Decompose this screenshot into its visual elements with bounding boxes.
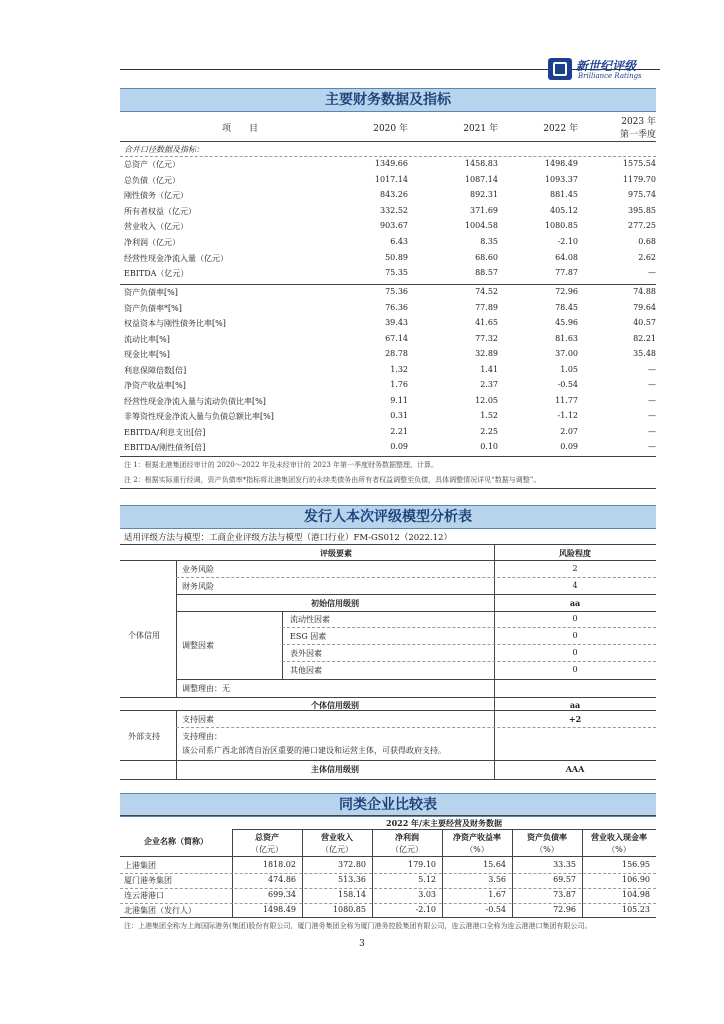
fin-row-value: 1.52 <box>480 411 498 420</box>
fin-row-value: 2.07 <box>560 426 578 436</box>
fin-row-label: 刚性债务（亿元） <box>124 191 188 201</box>
fin-row-value: 72.96 <box>555 287 578 296</box>
peer-value: 1818.02 <box>262 860 296 869</box>
peer-col-header: 营业收入现金率 <box>591 832 647 842</box>
fin-row-label: 利息保障倍数[倍] <box>124 365 187 375</box>
fin-row-value: -1.12 <box>557 411 578 420</box>
fin-row-value: 77.89 <box>475 302 498 312</box>
col-2021-header: 2021 年 <box>463 124 498 134</box>
individual-level-value: aa <box>569 700 581 710</box>
fin-row-value: 74.88 <box>633 287 656 296</box>
support-factor-value: +2 <box>568 714 582 724</box>
peer-col-unit: （亿元） <box>321 845 353 854</box>
fin-row-value: 88.57 <box>475 268 498 278</box>
fin-row-label: 经营性现金净流入量（亿元） <box>124 253 228 263</box>
fin-row-value: 35.48 <box>633 349 656 358</box>
fin-row-value: -0.54 <box>557 380 578 389</box>
peer-col-header: 总资产 <box>255 832 279 842</box>
fin-row-value: 1.41 <box>480 364 498 374</box>
model-rule-6 <box>120 710 656 711</box>
fin-note-2: 注 2：根据实际重行经调，资产负债率*指标将北港集团发行的永续类债务由所有者权益调整至负债，具体调整情况详见“数据与调整”。 <box>124 476 541 484</box>
logo-cn-text: 新世纪评级 <box>576 59 637 73</box>
adjust-factor-value: 0 <box>572 631 578 640</box>
fin-row-value: — <box>648 268 656 278</box>
issuer-level-label: 主体信用级别 <box>311 764 359 774</box>
peer-value: 33.35 <box>553 860 576 869</box>
col-item-header: 项 目 <box>221 124 258 134</box>
adjust-reason: 调整理由：无 <box>182 684 230 693</box>
peer-value: 72.96 <box>553 905 576 914</box>
peer-header-rule <box>120 856 656 857</box>
fin-row-value: 903.67 <box>380 221 408 231</box>
model-risk-divider <box>494 544 495 780</box>
fin-row-value: 75.35 <box>385 268 408 278</box>
adjust-rule <box>282 644 656 645</box>
fin-row-value: 32.89 <box>475 349 498 358</box>
peer-col-unit: （亿元） <box>391 845 423 854</box>
col-2020-header: 2020 年 <box>373 124 408 134</box>
fin-row-value: 1087.14 <box>464 174 498 184</box>
fin-notes-rule <box>120 488 656 489</box>
fin-row-label: 现金比率[%] <box>124 350 170 359</box>
peer-value: 372.80 <box>338 860 366 869</box>
fin-row-value: 332.52 <box>380 205 408 215</box>
fin-row-value: 82.21 <box>633 333 656 343</box>
peer-value: 1080.85 <box>332 905 366 914</box>
model-rule-8 <box>120 760 656 761</box>
fin-row-value: — <box>648 364 656 374</box>
fin-row-value: 405.12 <box>550 205 578 215</box>
peer-value: 1498.49 <box>262 905 296 914</box>
fin-row-value: 1458.83 <box>464 159 498 168</box>
fin-row-value: 79.64 <box>633 302 656 312</box>
model-rule-1 <box>176 577 656 578</box>
fin-row-value: 11.77 <box>555 395 578 405</box>
model-individual-divider <box>176 560 177 698</box>
fin-bottom-rule <box>120 456 656 457</box>
business-risk-label: 业务风险 <box>182 565 214 574</box>
fin-row-value: 39.43 <box>385 318 408 327</box>
fin-row-label: 总负债（亿元） <box>124 175 180 185</box>
model-factor-header: 评级要素 <box>320 548 352 558</box>
fin-row-value: 0.68 <box>638 237 656 246</box>
peer-company-name: 北港集团（发行人） <box>124 906 196 915</box>
peer-value: -2.10 <box>415 905 436 914</box>
fin-row-value: 64.08 <box>555 252 578 262</box>
adjust-rule <box>282 661 656 662</box>
fin-row-value: 1.32 <box>390 364 408 374</box>
peer-span-header: 2022 年/末主要经营及财务数据 <box>386 818 502 828</box>
individual-credit-label: 个体信用 <box>128 631 160 640</box>
peer-value: 156.95 <box>622 860 650 869</box>
fin-group-rule <box>120 156 656 157</box>
fin-row-value: 2.62 <box>638 252 656 262</box>
model-risk-header: 风险程度 <box>559 548 591 558</box>
peer-top-rule <box>120 815 656 816</box>
model-rule-2 <box>176 594 656 595</box>
fin-row-value: 881.45 <box>550 190 578 200</box>
peer-row-rule <box>120 903 656 904</box>
brand-logo <box>548 55 660 85</box>
fin-row-value: 50.89 <box>385 252 408 262</box>
fin-row-value: -2.10 <box>557 237 578 246</box>
fin-row-value: 371.69 <box>470 205 498 215</box>
peer-value: 3.03 <box>418 890 436 899</box>
peer-value: 105.23 <box>622 905 650 914</box>
fin-row-value: 1575.54 <box>622 159 656 168</box>
adjust-factor-label: 其他因素 <box>290 666 322 675</box>
fin-mid-rule <box>120 284 656 285</box>
fin-row-value: 2.21 <box>390 426 408 436</box>
fin-note-1: 注 1：根据北港集团经审计的 2020～2022 年及未经审计的 2023 年第一季度财务数据整理、计算。 <box>124 461 439 469</box>
adjust-factor-label: 流动性因素 <box>290 615 330 624</box>
fin-row-value: 8.35 <box>480 237 498 246</box>
col-2023-header: 2023 年 <box>621 117 656 127</box>
fin-row-value: 76.36 <box>385 302 408 312</box>
support-reason: 该公司系广西北部湾自治区重要的港口建设和运营主体，可获得政府支持。 <box>182 746 446 755</box>
fin-row-value: 37.00 <box>555 349 578 358</box>
fin-row-value: — <box>648 426 656 436</box>
fin-row-value: 1.76 <box>390 380 408 389</box>
support-factor-label: 支持因素 <box>182 715 214 724</box>
fin-row-label: EBITDA/利息支出[倍] <box>124 427 206 437</box>
peer-value: 5.12 <box>418 875 436 884</box>
fin-row-value: 277.25 <box>628 221 656 231</box>
fin-row-value: 2.25 <box>480 426 498 436</box>
model-rule-4 <box>176 679 656 680</box>
business-risk-value: 2 <box>572 564 578 573</box>
fin-row-value: 395.85 <box>628 205 656 215</box>
peer-value: 158.14 <box>338 890 366 899</box>
fin-row-value: — <box>648 411 656 420</box>
initial-level-label: 初始信用级别 <box>311 598 359 608</box>
fin-row-value: — <box>648 442 656 451</box>
peer-bottom-rule <box>120 917 656 918</box>
peer-value: 73.87 <box>553 890 576 899</box>
peer-value: 15.64 <box>483 860 506 869</box>
financial-risk-label: 财务风险 <box>182 582 214 591</box>
fin-row-value: 68.60 <box>475 252 498 262</box>
fin-row-value: 1017.14 <box>374 174 408 184</box>
fin-row-value: 0.09 <box>560 442 578 451</box>
fin-row-value: 77.32 <box>475 333 498 343</box>
peer-company-name: 厦门港务集团 <box>124 876 172 885</box>
adjust-factor-value: 0 <box>572 614 578 623</box>
fin-row-value: 0.31 <box>390 411 408 420</box>
peer-col-header: 净利润 <box>395 832 419 842</box>
fin-row-label: 资产负债率[%] <box>124 288 178 297</box>
peer-col-header: 营业收入 <box>321 832 353 842</box>
fin-row-value: — <box>648 380 656 389</box>
fin-row-value: 74.52 <box>475 287 498 296</box>
peer-col-unit: （亿元） <box>251 845 283 854</box>
fin-row-value: 2.37 <box>480 380 498 389</box>
model-adjust-divider <box>282 611 283 679</box>
model-rule-3 <box>176 611 656 612</box>
fin-row-value: 843.26 <box>380 190 408 200</box>
initial-level-value: aa <box>569 598 581 608</box>
issuer-level-value: AAA <box>565 764 585 774</box>
fin-row-value: 0.10 <box>480 442 498 451</box>
fin-row-label: EBITDA/刚性债务[倍] <box>124 443 206 452</box>
fin-row-value: 0.09 <box>390 442 408 451</box>
fin-row-value: 1080.85 <box>544 221 578 231</box>
peer-section-title: 同类企业比较表 <box>120 793 656 817</box>
support-reason-label: 支持理由： <box>182 732 222 741</box>
fin-row-value: 9.11 <box>390 395 408 405</box>
fin-row-value: 1179.70 <box>622 174 656 184</box>
peer-col-header: 资产负债率 <box>527 832 567 842</box>
model-section-title: 发行人本次评级模型分析表 <box>120 505 656 529</box>
peer-value: 104.98 <box>622 890 650 899</box>
peer-value: -0.54 <box>485 905 506 914</box>
model-method: 适用评级方法与模型：工商企业评级方法与模型（港口行业）FM-GS012（2022.12） <box>124 533 452 543</box>
fin-row-label: 营业收入（亿元） <box>124 222 188 232</box>
fin-row-label: EBITDA（亿元） <box>124 269 189 279</box>
model-top-rule <box>120 544 656 545</box>
fin-row-value: 1004.58 <box>464 221 498 231</box>
page-number: 3 <box>359 939 365 949</box>
fin-row-value: — <box>648 395 656 405</box>
fin-row-value: 892.31 <box>470 190 498 200</box>
fin-row-value: 75.36 <box>385 287 408 296</box>
fin-row-label: 总资产（亿元） <box>124 160 180 169</box>
fin-row-label: 净资产收益率[%] <box>124 381 186 390</box>
peer-row-rule <box>120 873 656 874</box>
fin-row-value: 81.63 <box>555 333 578 343</box>
fin-group-label: 合并口径数据及指标： <box>124 145 204 154</box>
fin-row-value: 6.43 <box>390 237 408 246</box>
peer-name-header: 企业名称（简称） <box>144 836 208 846</box>
peer-value: 699.34 <box>268 890 296 899</box>
peer-span-rule <box>232 829 656 830</box>
fin-header-rule <box>120 141 656 142</box>
fin-row-value: 28.78 <box>385 349 408 358</box>
peer-value: 513.36 <box>338 875 366 884</box>
adjust-factor-value: 0 <box>572 648 578 657</box>
external-support-label: 外部支持 <box>128 732 160 741</box>
adjust-factor-label: 表外因素 <box>290 649 322 658</box>
col-2022-header: 2022 年 <box>543 124 578 134</box>
model-rule-7 <box>176 727 656 728</box>
peer-row-rule <box>120 888 656 889</box>
fin-row-label: 经营性现金净流入量与流动负债比率[%] <box>124 396 266 406</box>
peer-value: 106.90 <box>622 875 650 884</box>
fin-row-label: 流动比率[%] <box>124 334 170 344</box>
logo-en-text: Brilliance Ratings <box>578 72 642 80</box>
model-header-rule <box>120 560 656 561</box>
model-rule-5 <box>120 697 656 698</box>
fin-row-value: 1.05 <box>560 364 578 374</box>
fin-row-value: 1093.37 <box>544 174 578 184</box>
peer-value: 69.57 <box>553 875 576 884</box>
fin-row-label: 所有者权益（亿元） <box>124 206 196 216</box>
fin-row-value: 40.57 <box>633 318 656 327</box>
adjust-factor-value: 0 <box>572 665 578 674</box>
financial-section-title: 主要财务数据及指标 <box>120 88 656 112</box>
peer-company-name: 上港集团 <box>124 861 156 870</box>
financial-risk-value: 4 <box>572 581 578 590</box>
peer-col-unit: （%） <box>607 845 631 854</box>
peer-value: 474.86 <box>268 875 296 884</box>
fin-row-value: 45.96 <box>555 318 578 327</box>
peer-value: 1.67 <box>488 890 506 899</box>
col-2023-sub-header: 第一季度 <box>619 130 656 140</box>
fin-row-label: 资产负债率*[%] <box>124 303 182 313</box>
peer-company-name: 连云港港口 <box>124 891 164 900</box>
peer-note: 注：上港集团全称为上海国际港务(集团)股份有限公司，厦门港务集团全称为厦门港务控股集团有限公司，连云港港口全称为连云港港口集团有限公司。 <box>124 922 592 930</box>
peer-value: 179.10 <box>408 860 436 869</box>
fin-row-label: 非筹资性现金净流入量与负债总额比率[%] <box>124 412 274 421</box>
peer-value: 3.56 <box>488 875 506 884</box>
adjust-factor-label: ESG 因素 <box>290 632 327 641</box>
fin-row-value: 78.45 <box>555 302 578 312</box>
peer-col-unit: （%） <box>465 845 489 854</box>
logo-icon <box>548 58 572 80</box>
fin-row-value: 1498.49 <box>544 159 578 168</box>
individual-level-label: 个体信用级别 <box>311 700 359 710</box>
fin-row-value: 975.74 <box>628 190 656 200</box>
fin-row-label: 权益资本与刚性债务比率[%] <box>124 319 226 328</box>
fin-row-value: 67.14 <box>385 333 408 343</box>
fin-row-label: 净利润（亿元） <box>124 238 180 247</box>
model-bottom-rule <box>120 779 656 780</box>
adjust-factors-label: 调整因素 <box>182 641 214 650</box>
adjust-rule <box>282 627 656 628</box>
peer-col-header: 净资产收益率 <box>453 832 501 842</box>
fin-row-value: 12.05 <box>475 395 498 405</box>
fin-row-value: 1349.66 <box>374 159 408 168</box>
fin-row-value: 41.65 <box>475 318 498 327</box>
fin-row-value: 77.87 <box>555 268 578 278</box>
peer-col-unit: （%） <box>535 845 559 854</box>
